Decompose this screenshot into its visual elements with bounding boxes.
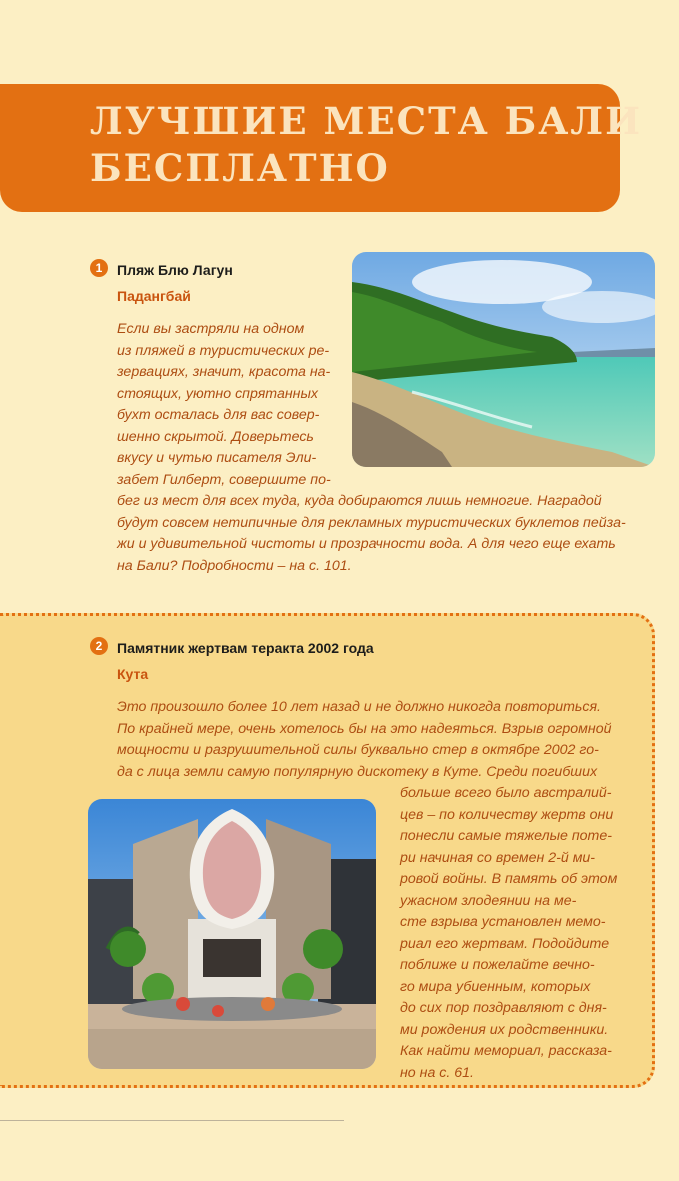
entry-2-number-badge: 2 <box>90 637 108 655</box>
entry-1-text-bottom: бег из мест для всех туда, куда добираются лишь немногие. Наградой будут совсем нетипичные для рекламных туристических буклетов пейза- жи и удивительной чистоты и прозрачности вода. А для чего еще ехать на Бали? Подробности – на с. 101. <box>117 493 626 574</box>
entry-1-name: Пляж Блю Лагун <box>117 262 233 278</box>
entry-1-number-badge: 1 <box>90 259 108 277</box>
blue-lagoon-beach-photo <box>352 252 655 467</box>
entry-2-location: Кута <box>117 666 149 682</box>
entry-1-text-top: Если вы застряли на одном из пляжей в туристических ре- зервациях, значит, красота на- стоящих, уютно спрятанных бухт осталась для вас совер- шенно скрытой. Доверьтесь вкусу и чутью писателя Эли- забет Гилберт, совершите по- <box>117 321 331 488</box>
entry-2-name: Памятник жертвам теракта 2002 года <box>117 640 374 656</box>
page-title-banner <box>0 84 643 212</box>
entry-2-text-top: Это произошло более 10 лет назад и не должно никогда повториться. По крайней мере, очень хотелось бы на это надеяться. Взрыв огромной мощности и разрушительной силы буквально стер в октябре 2002 го- да с лица земли самую популярную дискотеку в Куте. Среди погибших <box>117 699 612 780</box>
entry-2-text-side: больше всего было австралий- цев – по количеству жертв они понесли самые тяжелые поте- ри начиная со времен 2-й ми- ровой войны. В память об этом ужасном злодеянии на ме- сте взрыва установлен мемо- риал его жертвам. Подойдите поближе и пожелайте вечно- го мира убиенным, которых до сих пор поздравляют с дня- ми рождения их родственники. Как найти мемориал, рассказа- но на с. 61. <box>400 785 618 1081</box>
entry-1-location: Падангбай <box>117 288 191 304</box>
footer-divider <box>0 1120 344 1121</box>
bombing-memorial-photo <box>88 799 376 1069</box>
page-title-line-1: ЛУЧШИЕ МЕСТА БАЛИ <box>90 99 643 143</box>
page-title-line-2: БЕСПЛАТНО <box>90 146 390 190</box>
